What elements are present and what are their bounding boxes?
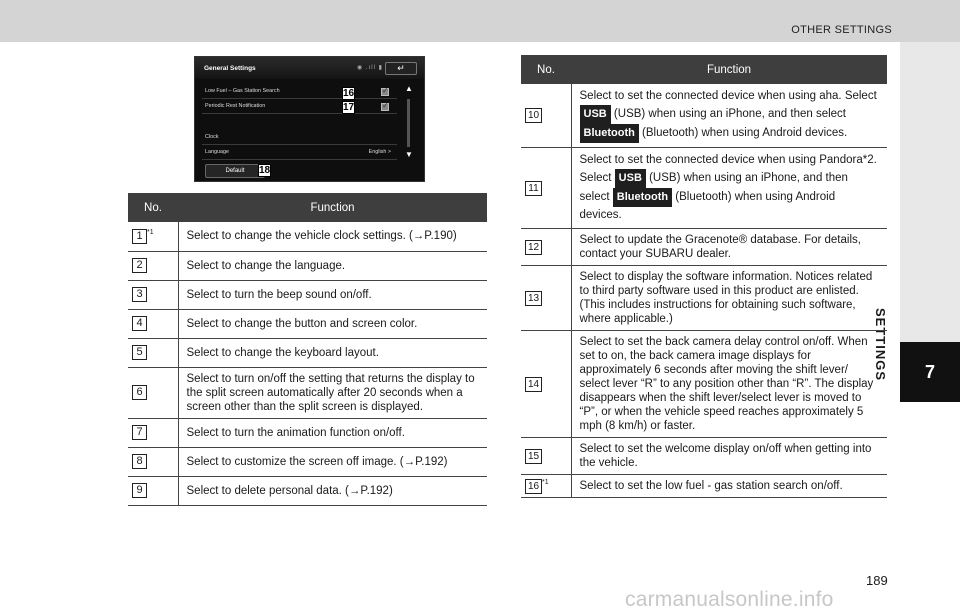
back-arrow-icon[interactable]: ↵	[385, 62, 417, 75]
function-text: Select to change the keyboard layout.	[178, 338, 487, 367]
column-header-function: Function	[571, 55, 887, 84]
usb-button-label: USB	[580, 105, 611, 124]
item-number: 3	[132, 287, 147, 302]
function-text: Select to set the connected device when using Pandora*2. Select USB (USB) when using an iPhone, and then select Bluetooth (Bluetooth) when using Android devices.	[571, 148, 887, 229]
chapter-number: 7	[900, 342, 960, 402]
item-number: 9	[132, 483, 147, 498]
item-number: 16	[525, 479, 542, 494]
function-text: Select to turn the animation function on/off.	[178, 418, 487, 447]
footnote-mark: *1	[147, 228, 154, 236]
item-number: 4	[132, 316, 147, 331]
chapter-label: SETTINGS	[873, 308, 888, 382]
scroll-down-icon[interactable]: ▼	[405, 150, 413, 159]
item-number: 6	[132, 385, 147, 400]
function-table-right	[521, 55, 887, 498]
function-text: Select to set the welcome display on/off when getting into the vehicle.	[571, 438, 887, 475]
column-header-no: No.	[521, 55, 571, 84]
function-text: Select to turn on/off the setting that returns the display to the split screen automatically after 20 seconds when a screen other than the split screen is displayed.	[178, 367, 487, 418]
setting-row-empty	[202, 115, 397, 129]
function-text: Select to set the low fuel - gas station search on/off.	[571, 475, 887, 498]
item-number: 15	[525, 449, 542, 464]
function-text: Select to turn the beep sound on/off.	[178, 280, 487, 309]
function-text: Select to set the connected device when using aha. Select USB (USB) when using an iPhone, and then select Bluetooth (Bluetooth) when using Android devices.	[571, 84, 887, 148]
callout-18: 18	[259, 165, 271, 176]
table-row	[521, 331, 887, 438]
checkbox-icon[interactable]	[381, 103, 389, 111]
section-title: OTHER SETTINGS	[791, 24, 892, 36]
setting-row-rest-notification[interactable]: Periodic Rest Notification ✓	[202, 100, 397, 114]
function-text: Select to change the button and screen color.	[178, 309, 487, 338]
table-row	[128, 367, 487, 418]
item-number: 7	[132, 425, 147, 440]
table-row	[128, 280, 487, 309]
function-table-left	[128, 193, 487, 506]
usb-button-label: USB	[615, 169, 646, 188]
function-text: Select to display the software information. Notices related to third party software used in this product are enlisted. (This includes instructions for obtaining such software, where applicable.)	[571, 266, 887, 331]
function-text: Select to update the Gracenote® database. For details, contact your SUBARU dealer.	[571, 229, 887, 266]
table-row	[521, 148, 887, 229]
item-number: 1	[132, 229, 147, 244]
status-icons: ◉ .ıll ▮	[357, 65, 383, 71]
table-row	[521, 229, 887, 266]
chapter-side-tab	[900, 42, 960, 342]
table-row	[521, 438, 887, 475]
callout-16: 16	[343, 88, 355, 99]
table-row	[128, 418, 487, 447]
screen-header	[195, 57, 424, 79]
table-row	[521, 266, 887, 331]
setting-row-clock[interactable]: Clock	[202, 131, 397, 145]
bluetooth-button-label: Bluetooth	[580, 124, 639, 143]
item-number: 12	[525, 240, 542, 255]
footnote-mark: *1	[542, 478, 549, 486]
item-number: 5	[132, 345, 147, 360]
function-text: Select to change the language.	[178, 251, 487, 280]
function-text: Select to delete personal data. (→P.192)	[178, 476, 487, 505]
callout-17: 17	[343, 102, 355, 113]
item-number: 14	[525, 377, 542, 392]
column-header-no: No.	[128, 193, 178, 222]
table-row	[521, 475, 887, 498]
setting-row-language[interactable]: Language English >	[202, 146, 397, 160]
screen-title: General Settings	[204, 65, 256, 72]
page-number: 189	[866, 573, 888, 588]
function-text: Select to change the vehicle clock settings. (→P.190)	[178, 222, 487, 251]
table-row	[128, 222, 487, 251]
setting-row-low-fuel[interactable]: Low Fuel – Gas Station Search ✓	[202, 85, 397, 99]
table-row	[128, 309, 487, 338]
table-row	[521, 84, 887, 148]
table-row	[128, 476, 487, 505]
watermark: carmanualsonline.info	[625, 588, 834, 611]
function-text: Select to customize the screen off image. (→P.192)	[178, 447, 487, 476]
item-number: 10	[525, 108, 542, 123]
item-number: 2	[132, 258, 147, 273]
item-number: 11	[525, 181, 542, 196]
checkbox-icon[interactable]	[381, 88, 389, 96]
scroll-up-icon[interactable]: ▲	[405, 84, 413, 93]
item-number: 13	[525, 291, 542, 306]
default-button[interactable]: Default	[205, 164, 265, 178]
table-row	[128, 251, 487, 280]
column-header-function: Function	[178, 193, 487, 222]
scrollbar-track[interactable]	[407, 99, 410, 147]
table-row	[128, 338, 487, 367]
bluetooth-button-label: Bluetooth	[613, 188, 672, 207]
table-row	[128, 447, 487, 476]
function-text: Select to set the back camera delay control on/off. When set to on, the back camera image displays for approximately 6 seconds after moving the shift lever/ select lever “R” to any position other than “R”. The display disappears when the shift lever/select lever is moved to “P”, or when the vehicle speed reaches approximately 5 mph (8 km/h) or faster.	[571, 331, 887, 438]
general-settings-screenshot	[194, 56, 425, 182]
item-number: 8	[132, 454, 147, 469]
